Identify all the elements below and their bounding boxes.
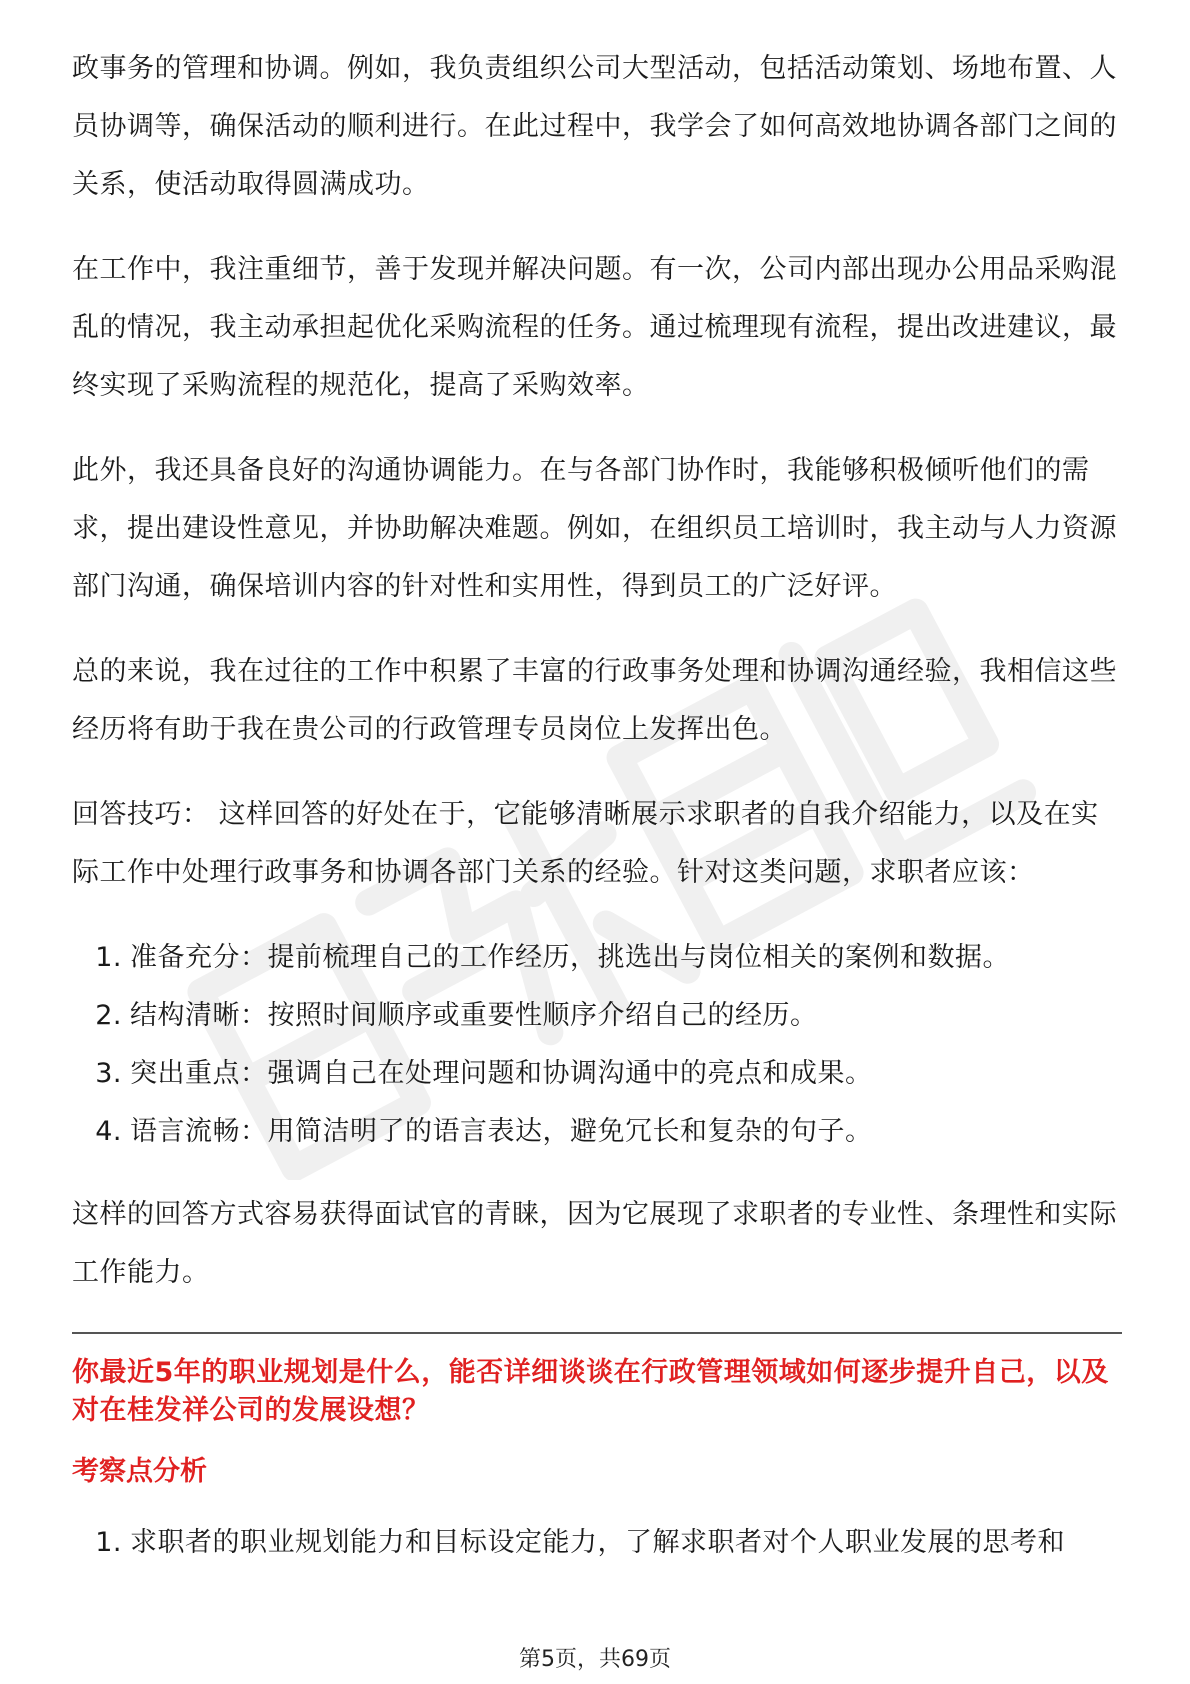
analysis-list (72, 1514, 1122, 1572)
paragraph-communication: 此外，我还具备良好的沟通协调能力。在与各部门协作时，我能够积极倾听他们的需求，提出建设性意见，并协助解决难题。例如，在组织员工培训时，我主动与人力资源部门沟通，确保培训内容的针对性和实用性，得到员工的广泛好评。 (72, 455, 1117, 602)
paragraph-closing: 这样的回答方式容易获得面试官的青睐，因为它展现了求职者的专业性、条理性和实际工作能力。 (72, 1199, 1117, 1288)
analysis-heading: 考察点分析 (72, 1456, 207, 1487)
list-item (72, 929, 1122, 987)
section-divider (72, 1332, 1122, 1334)
list-item-number: 1. (95, 942, 122, 973)
tips-list (72, 929, 1122, 1161)
list-item-number: 2. (95, 1000, 122, 1031)
list-item-number: 3. (95, 1058, 122, 1089)
paragraph-detail-orientation: 在工作中，我注重细节，善于发现并解决问题。有一次，公司内部出现办公用品采购混乱的情况，我主动承担起优化采购流程的任务。通过梳理现有流程，提出改进建议，最终实现了采购流程的规范化，提高了采购效率。 (72, 254, 1117, 401)
list-item (72, 1514, 1122, 1572)
list-item-text: 结构清晰：按照时间顺序或重要性顺序介绍自己的经历。 (130, 1000, 818, 1031)
list-item-text: 语言流畅：用简洁明了的语言表达，避免冗长和复杂的句子。 (130, 1116, 873, 1147)
list-item (72, 1045, 1122, 1103)
interview-question: 你最近5年的职业规划是什么，能否详细谈谈在行政管理领域如何逐步提升自己，以及对在桂发祥公司的发展设想？ (72, 1357, 1109, 1426)
paragraph-answer-tips: 回答技巧： 这样回答的好处在于，它能够清晰展示求职者的自我介绍能力，以及在实际工作中处理行政事务和协调各部门关系的经验。针对这类问题，求职者应该： (72, 799, 1099, 888)
list-item (72, 1103, 1122, 1161)
list-item-text: 准备充分：提前梳理自己的工作经历，挑选出与岗位相关的案例和数据。 (130, 942, 1010, 973)
list-item-text: 突出重点：强调自己在处理问题和协调沟通中的亮点和成果。 (130, 1058, 873, 1089)
list-item-number: 4. (95, 1116, 122, 1147)
list-item-text: 求职者的职业规划能力和目标设定能力，了解求职者对个人职业发展的思考和 (130, 1527, 1065, 1558)
page-content (72, 40, 1122, 1597)
paragraph-activity-organization: 政事务的管理和协调。例如，我负责组织公司大型活动，包括活动策划、场地布置、人员协调等，确保活动的顺利进行。在此过程中，我学会了如何高效地协调各部门之间的关系，使活动取得圆满成功。 (72, 53, 1117, 200)
paragraph-summary: 总的来说，我在过往的工作中积累了丰富的行政事务处理和协调沟通经验，我相信这些经历将有助于我在贵公司的行政管理专员岗位上发挥出色。 (72, 656, 1117, 745)
list-item (72, 987, 1122, 1045)
page-number-footer: 第5页，共69页 (519, 1647, 671, 1672)
list-item-number: 1. (95, 1527, 122, 1558)
